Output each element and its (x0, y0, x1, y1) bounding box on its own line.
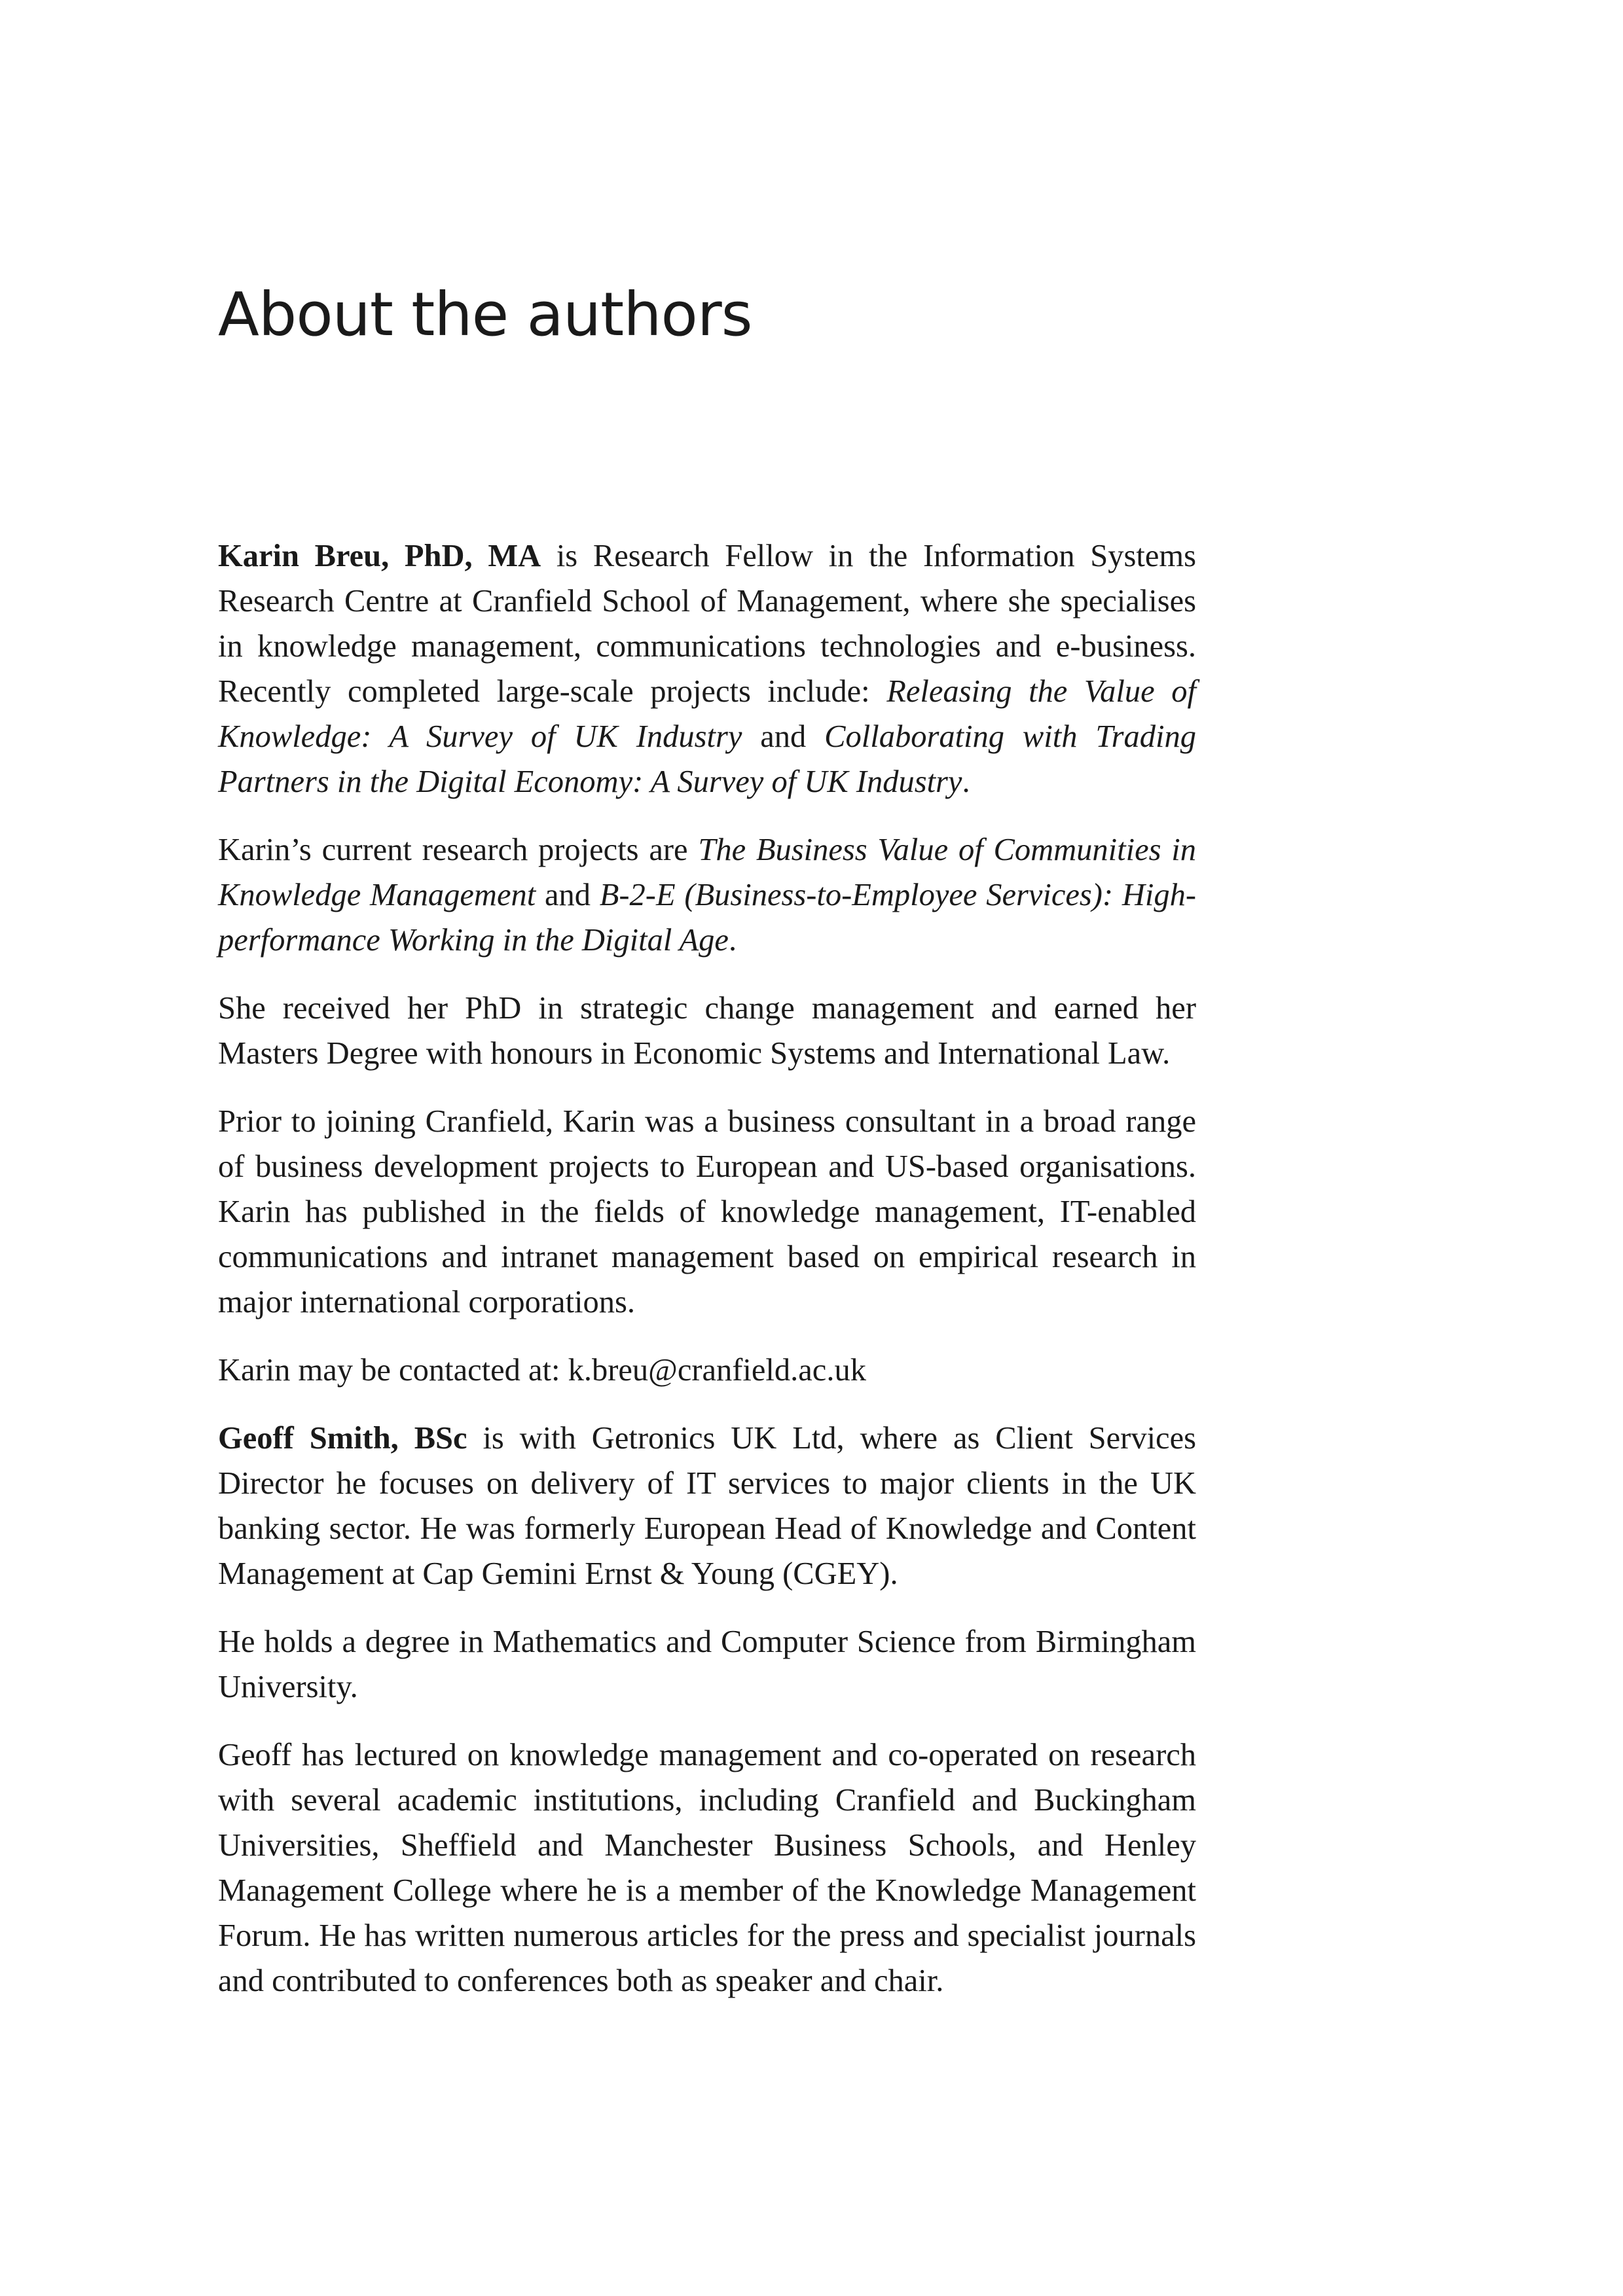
text-run: Geoff has lectured on knowledge management and co-operated on research with several academic institutions, including Cranfield and Buckingham Universities, Sheffield and Manchester Business Schools, and Henley Management College where he is a member of the Knowledge Management Forum. He has written numerous articles for the press and specialist journals and contributed to conferences both as speaker and chair. (218, 1738, 1196, 1998)
bio-paragraph (218, 1732, 1196, 2003)
text-run: . (728, 923, 737, 958)
text-run: is Research Fellow in the Information Systems Research Centre at Cranfield School of Management, where she specialises in knowledge management, communications technologies and e-business. Recently completed large-scale projects include: (218, 539, 1196, 709)
page-title: About the authors (218, 279, 752, 350)
book-title: Collaborating with Trading Partners in the Digital Economy: A Survey of UK Industry (218, 719, 1196, 799)
text-run: . (962, 764, 970, 799)
text-run: and (742, 719, 825, 754)
text-run: is with Getronics UK Ltd, where as Client Services Director he focuses on delivery of IT services to major clients in the UK banking sector. He was formerly European Head of Knowledge and Content Management at Cap Gemini Ernst & Young (CGEY). (218, 1421, 1196, 1591)
contact-text: Karin may be contacted at: k.breu@cranfield.ac.uk (218, 1353, 866, 1388)
bio-paragraph (218, 1099, 1196, 1325)
text-run: She received her PhD in strategic change management and earned her Masters Degree with honours in Economic Systems and International Law. (218, 991, 1196, 1071)
contact-paragraph (218, 1348, 1196, 1393)
book-title: Releasing the Value of Knowledge: A Survey of UK Industry (218, 674, 1196, 754)
project-title: B-2-E (Business-to-Employee Services): High-performance Working in the Digital Age (218, 878, 1197, 958)
bio-paragraph (218, 827, 1196, 963)
bio-paragraph (218, 1416, 1196, 1596)
author-name: Karin Breu, PhD, MA (218, 539, 541, 573)
bio-paragraph (218, 1619, 1196, 1710)
bio-paragraph (218, 533, 1196, 804)
authors-content (218, 533, 1196, 2026)
text-run: and (536, 878, 600, 912)
author-name: Geoff Smith, BSc (218, 1421, 467, 1456)
author-bio-karin-breu (218, 533, 1196, 1393)
text-run: Prior to joining Cranfield, Karin was a business consultant in a broad range of business development projects to European and US-based organisations. Karin has published in the fields of knowledge management, IT-enabled communications and intranet management based on empirical research in major international corporations. (218, 1104, 1196, 1319)
bio-paragraph (218, 986, 1196, 1076)
text-run: Karin’s current research projects are (218, 833, 699, 867)
author-bio-geoff-smith (218, 1416, 1196, 2003)
text-run: He holds a degree in Mathematics and Computer Science from Birmingham University. (218, 1624, 1196, 1704)
project-title: The Business Value of Communities in Knowledge Management (218, 833, 1196, 912)
